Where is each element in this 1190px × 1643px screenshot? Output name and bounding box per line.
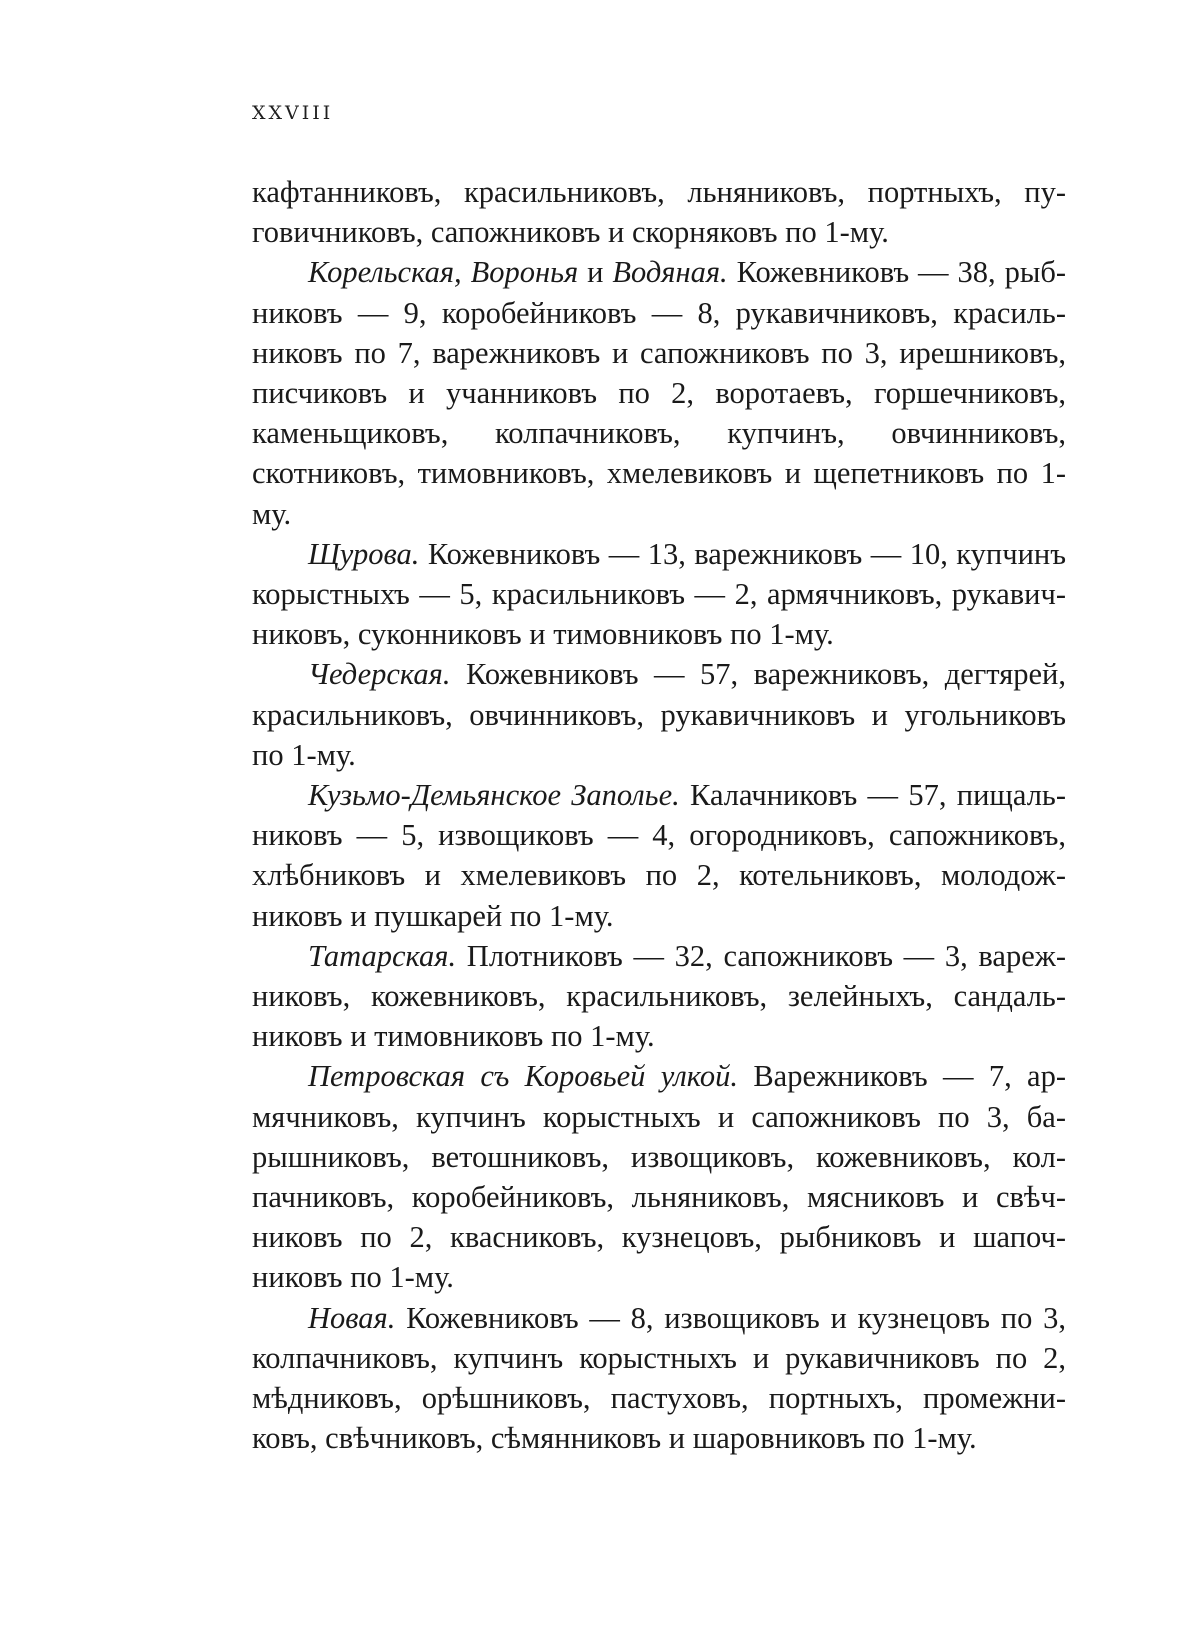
paragraph-6 (252, 936, 1066, 1057)
paragraph-2-text: Кожевниковъ — 38, рыбниковъ — 9, коробейниковъ — 8, рукавичниковъ, красильниковъ по 7, варежниковъ и сапожниковъ по 3, ирешниковъ, писчиковъ и учанниковъ по 2, воротаевъ, горшечниковъ, каменьщиковъ, колпачниковъ, купчинъ, овчинниковъ, скотниковъ, тимовниковъ, хмелевиковъ и щепетниковъ по 1-му. (252, 255, 1067, 531)
paragraph-8-text: Кожевниковъ — 8, извощиковъ и кузнецовъ по 3, колпачниковъ, купчинъ корыстныхъ и рукавичниковъ по 2, мѣдниковъ, орѣшниковъ, пастуховъ, портныхъ, промежниковъ, свѣчниковъ, сѣмянниковъ и шаровниковъ по 1-му. (252, 1300, 1066, 1456)
paragraph-7-text: Варежниковъ — 7, армячниковъ, купчинъ корыстныхъ и сапожниковъ по 3, барышниковъ, ветошниковъ, извощиковъ, кожевниковъ, колпачниковъ, коробейниковъ, льняниковъ, мясниковъ и свѣчниковъ по 2, квасниковъ, кузнецовъ, рыбниковъ и шапочниковъ по 1-му. (252, 1059, 1066, 1295)
paragraph-4-text: Кожевниковъ — 57, варежниковъ, дегтярей, красильниковъ, овчинниковъ, рукавичниковъ и угольниковъ по 1-му. (252, 657, 1066, 772)
paragraph-2-lead: Корельская, Воронья (308, 255, 579, 290)
paragraph-5 (252, 775, 1066, 936)
paragraph-8-lead: Новая. (308, 1300, 396, 1335)
paragraph-2-mid: и (578, 255, 613, 290)
paragraph-6-lead: Татарская. (308, 938, 457, 973)
paragraph-4-lead: Чедерская. (308, 657, 451, 692)
paragraph-4 (252, 654, 1066, 775)
paragraph-6-text: Плотниковъ — 32, сапожниковъ — 3, варежниковъ, кожевниковъ, красильниковъ, зелейныхъ, сандальниковъ и тимовниковъ по 1-му. (252, 938, 1066, 1054)
paragraph-3-lead: Щурова. (308, 536, 420, 571)
paragraph-8 (252, 1298, 1066, 1459)
paragraph-2 (252, 252, 1066, 533)
paragraph-5-lead: Кузьмо-Демьянское Заполье. (308, 778, 680, 813)
paragraph-1-text: кафтанниковъ, красильниковъ, льняниковъ, портныхъ, пуговичниковъ, сапожниковъ и скорняковъ по 1-му. (252, 175, 1066, 250)
paragraph-3-text: Кожевниковъ — 13, варежниковъ — 10, купчинъ корыстныхъ — 5, красильниковъ — 2, армячниковъ, рукавичниковъ, суконниковъ и тимовниковъ по 1-му. (252, 536, 1066, 652)
paragraph-7-lead: Петровская съ Коровьей улкой. (308, 1059, 738, 1094)
paragraph-2-lead2: Водяная. (612, 255, 728, 290)
body-text (252, 172, 1066, 1459)
paragraph-3 (252, 534, 1066, 655)
paragraph-5-text: Калачниковъ — 57, пищальниковъ — 5, извощиковъ — 4, огородниковъ, сапожниковъ, хлѣбниковъ и хмелевиковъ по 2, котельниковъ, молодожниковъ и пушкарей по 1-му. (252, 778, 1066, 933)
paragraph-1 (252, 172, 1066, 252)
paragraph-7 (252, 1056, 1066, 1297)
page-number: XXVIII (252, 102, 334, 124)
